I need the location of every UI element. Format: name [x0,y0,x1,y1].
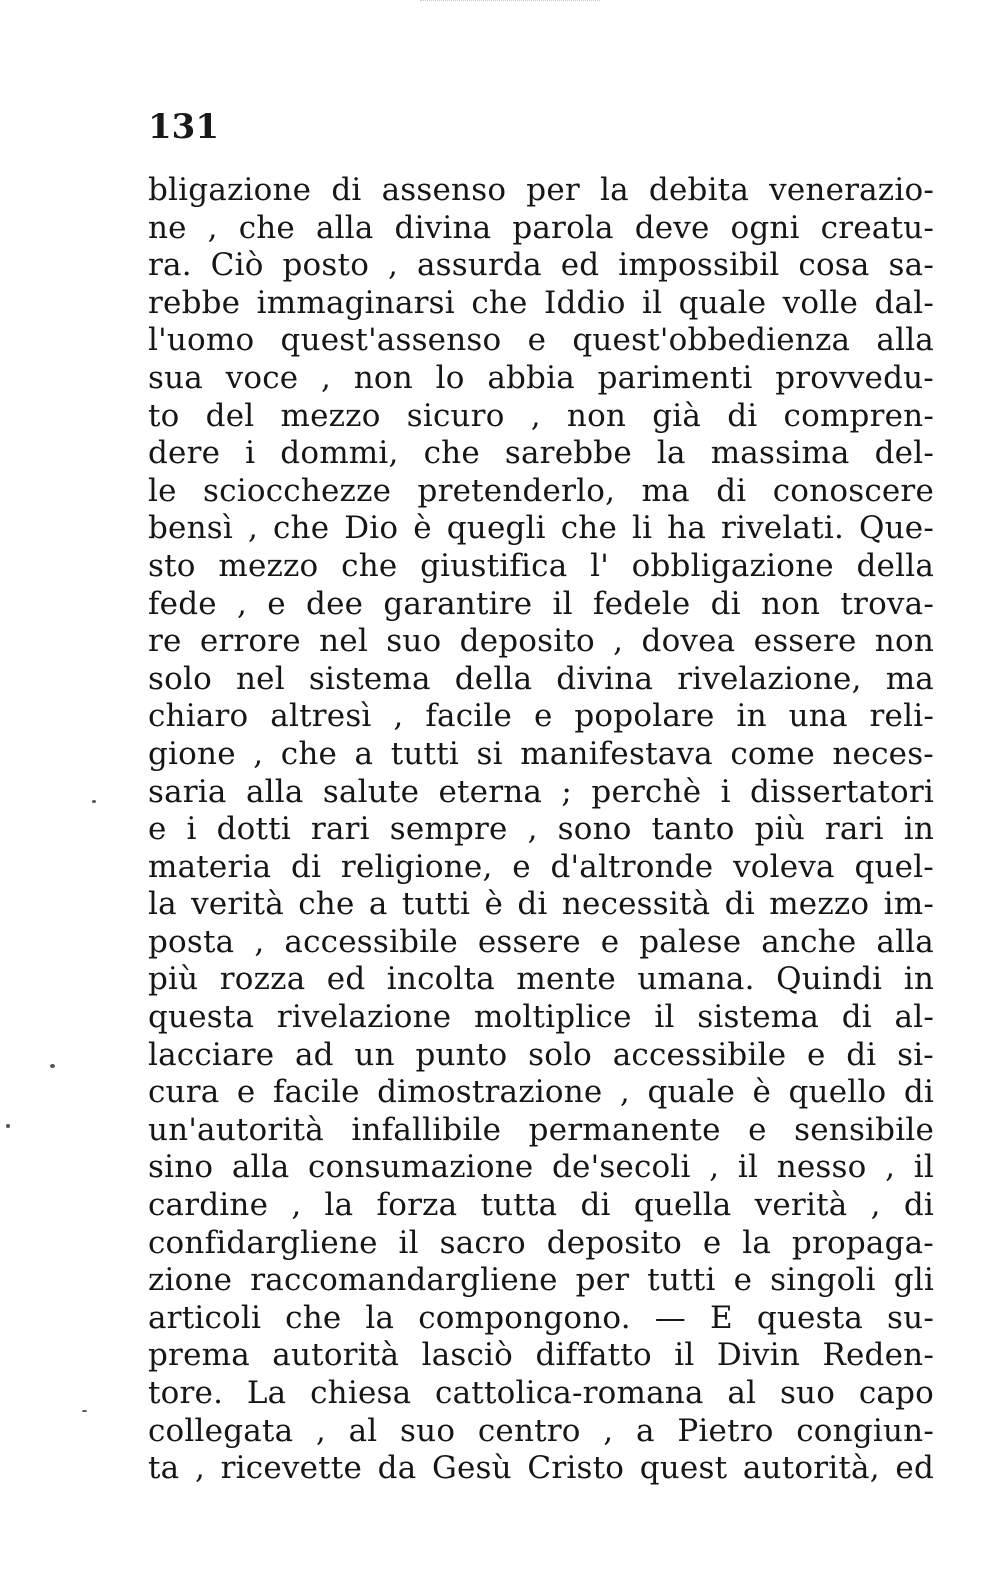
text-line: posta , accessibile essere e palese anche alla [148,923,934,960]
text-line: confidargliene il sacro deposito e la propaga- [148,1224,934,1261]
text-line: l'uomo quest'assenso e quest'obbedienza alla [148,322,934,359]
text-line: sua voce , non lo abbia parimenti provvedu- [148,359,934,396]
text-line: cardine , la forza tutta di quella verità , di [148,1187,934,1224]
text-line: solo nel sistema della divina rivelazione, ma [148,660,934,697]
scan-speck [82,1410,87,1412]
text-line: tore. La chiesa cattolica-romana al suo capo [148,1375,934,1411]
text-line: ne , che alla divina parola deve ogni creatu- [148,209,934,246]
text-line: e i dotti rari sempre , sono tanto più rari in [148,811,934,848]
text-line: bligazione di assenso per la debita venerazio- [148,172,934,208]
text-line: più rozza ed incolta mente umana. Quindi in [148,961,934,998]
scan-speck [92,800,96,803]
text-line: ta , ricevette da Gesù Cristo quest autorità, ed [148,1450,934,1487]
text-line: materia di religione, e d'altronde voleva quel- [148,848,934,885]
text-line: collegata , al suo centro , a Pietro congiun- [148,1412,934,1449]
text-line: bensì , che Dio è quegli che li ha rivelati. Que- [148,510,934,547]
text-line: un'autorità infallibile permanente e sensibile [148,1111,934,1148]
text-line: rebbe immaginarsi che Iddio il quale volle dal- [148,284,934,321]
text-line: questa rivelazione moltiplice il sistema di al- [148,999,934,1036]
scan-speck [6,1124,10,1128]
scan-speck [50,1064,55,1068]
text-line: zione raccomandargliene per tutti e singoli gli [148,1262,934,1299]
text-line: lacciare ad un punto solo accessibile e di si- [148,1036,934,1073]
text-line: saria alla salute eterna ; perchè i dissertatori [148,773,934,810]
page-number: 131 [148,107,219,147]
scan-noise [420,0,600,7]
text-line: gione , che a tutti si manifestava come neces- [148,735,934,772]
text-line: fede , e dee garantire il fedele di non trova- [148,585,934,622]
text-line: cura e facile dimostrazione , quale è quello di [148,1074,934,1111]
text-line: sto mezzo che giustifica l' obbligazione della [148,547,934,584]
text-line: to del mezzo sicuro , non già di compren- [148,397,934,434]
text-line: re errore nel suo deposito , dovea essere non [148,623,934,660]
text-line: le sciocchezze pretenderlo, ma di conoscere [148,472,934,509]
text-line: prema autorità lasciò diffatto il Divin Reden- [148,1337,934,1374]
text-line: dere i dommi, che sarebbe la massima del- [148,435,934,472]
text-line: ra. Ciò posto , assurda ed impossibil cosa sa- [148,247,934,284]
text-line: la verità che a tutti è di necessità di mezzo im- [148,886,934,923]
text-line: chiaro altresì , facile e popolare in una reli- [148,698,934,735]
body-text [148,172,934,1488]
text-line: articoli che la compongono. — E questa su- [148,1299,934,1336]
text-line: sino alla consumazione de'secoli , il nesso , il [148,1149,934,1186]
